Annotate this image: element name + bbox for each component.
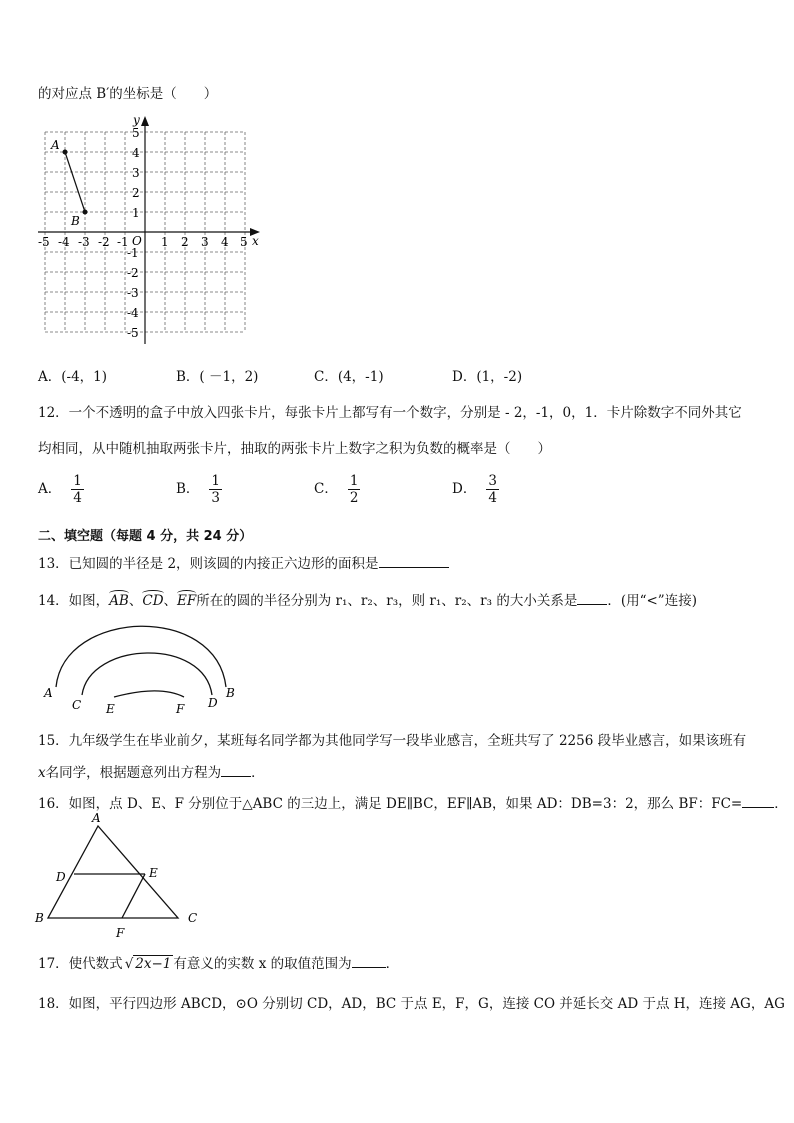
answer-blank (221, 764, 251, 777)
segment-ef (122, 874, 145, 918)
x-tick: 5 (240, 235, 248, 249)
y-tick: 4 (132, 146, 140, 160)
q12-line1: 12．一个不透明的盒子中放入四张卡片，每张卡片上都写有一个数字，分别是 - 2，-1，0，1．卡片除数字不同外其它 (38, 405, 742, 421)
section-heading-fill-blank: 二、填空题（每题 4 分，共 24 分） (38, 529, 253, 544)
q15-line1: 15．九年级学生在毕业前夕，某班每名同学都为其他同学写一段毕业感言，全班共写了 2256 段毕业感言，如果该班有 (38, 733, 747, 749)
label-b: B (35, 911, 44, 925)
x-tick: 4 (221, 235, 229, 249)
y-tick: -2 (127, 266, 139, 280)
y-tick: 1 (132, 206, 140, 220)
q11-option-b: B．( －1，2) (176, 369, 259, 385)
answer-blank (742, 795, 774, 808)
y-tick: 3 (132, 166, 140, 180)
x-tick: 2 (181, 235, 189, 249)
answer-blank (379, 555, 449, 568)
q18: 18．如图，平行四边形 ABCD，⊙O 分别切 CD，AD，BC 于点 E，F，G，连接 CO 并延长交 AD 于点 H，连接 AG，AG (38, 996, 785, 1012)
point-a-label: A (51, 138, 60, 152)
x-tick: -1 (117, 235, 129, 249)
label-c: C (188, 911, 198, 925)
arc-ab (56, 626, 226, 687)
x-axis-label: x (252, 234, 259, 248)
label-e: E (106, 702, 115, 715)
y-tick: 5 (132, 126, 140, 140)
q12-option-a: A． $\frac{1}{4}$ (38, 473, 82, 506)
point-a-dot (63, 150, 68, 155)
q15-line2: x名同学，根据题意列出方程为 ． (38, 765, 265, 781)
q11-option-c: C．(4，-1) (314, 369, 384, 385)
label-a: A (92, 812, 101, 825)
label-b: B (226, 686, 235, 700)
arc-ef (114, 691, 184, 697)
triangle-abc (48, 826, 178, 918)
q16: 16．如图，点 D、E、F 分别位于△ABC 的三边上，满足 DE∥BC，EF∥AB，如果 AD：DB=3：2，那么 BF：FC= ． (38, 796, 788, 812)
q16-triangle-figure (34, 812, 214, 942)
label-a: A (44, 686, 53, 700)
q12-option-b: B． $\frac{1}{3}$ (176, 473, 221, 506)
q14: 14．如图，AB、CD、EF所在的圆的半径分别为 r₁、r₂、r₃，则 r₁、r₂、r₃ 的大小关系是 ．(用“<”连接) (38, 593, 697, 609)
y-tick: -5 (127, 326, 139, 340)
label-e: E (149, 866, 158, 880)
x-tick: 3 (201, 235, 209, 249)
q13: 13．已知圆的半径是 2，则该圆的内接正六边形的面积是 (38, 552, 449, 572)
origin-label: O (132, 234, 142, 248)
answer-blank (352, 955, 386, 968)
q11-coordinate-graph (36, 114, 266, 348)
y-tick: -3 (127, 286, 139, 300)
x-tick: -5 (38, 235, 50, 249)
q12-line2: 均相同，从中随机抽取两张卡片，抽取的两张卡片上数字之积为负数的概率是（ ） (38, 441, 551, 457)
q12-option-c: C． $\frac{1}{2}$ (314, 473, 359, 506)
label-f: F (116, 926, 125, 940)
arc-cd (82, 653, 212, 695)
y-axis-label: y (133, 114, 140, 127)
y-tick: -1 (127, 246, 139, 260)
point-b-label: B (71, 214, 80, 228)
x-tick: 1 (161, 235, 169, 249)
q12-option-d: D． $\frac{3}{4}$ (452, 473, 497, 506)
q17: 17．使代数式 √ 2x−1 有意义的实数 x 的取值范围为 ． (38, 956, 400, 972)
y-tick: 2 (132, 186, 140, 200)
q11-option-a: A．(-4，1) (38, 369, 108, 385)
x-tick: -4 (58, 235, 70, 249)
q14-arcs-figure (40, 615, 250, 715)
label-c: C (72, 698, 82, 712)
q11-stem-tail: 的对应点 B′的坐标是（ ） (38, 86, 218, 102)
x-tick: -3 (78, 235, 90, 249)
y-tick: -4 (127, 306, 139, 320)
segment-ab (65, 152, 85, 212)
label-d: D (56, 870, 66, 884)
x-tick: -2 (98, 235, 110, 249)
answer-blank (577, 592, 607, 605)
q11-option-d: D．(1，-2) (452, 369, 523, 385)
label-f: F (176, 702, 185, 715)
point-b-dot (83, 210, 88, 215)
label-d: D (208, 696, 218, 710)
y-axis-arrow (141, 116, 149, 126)
